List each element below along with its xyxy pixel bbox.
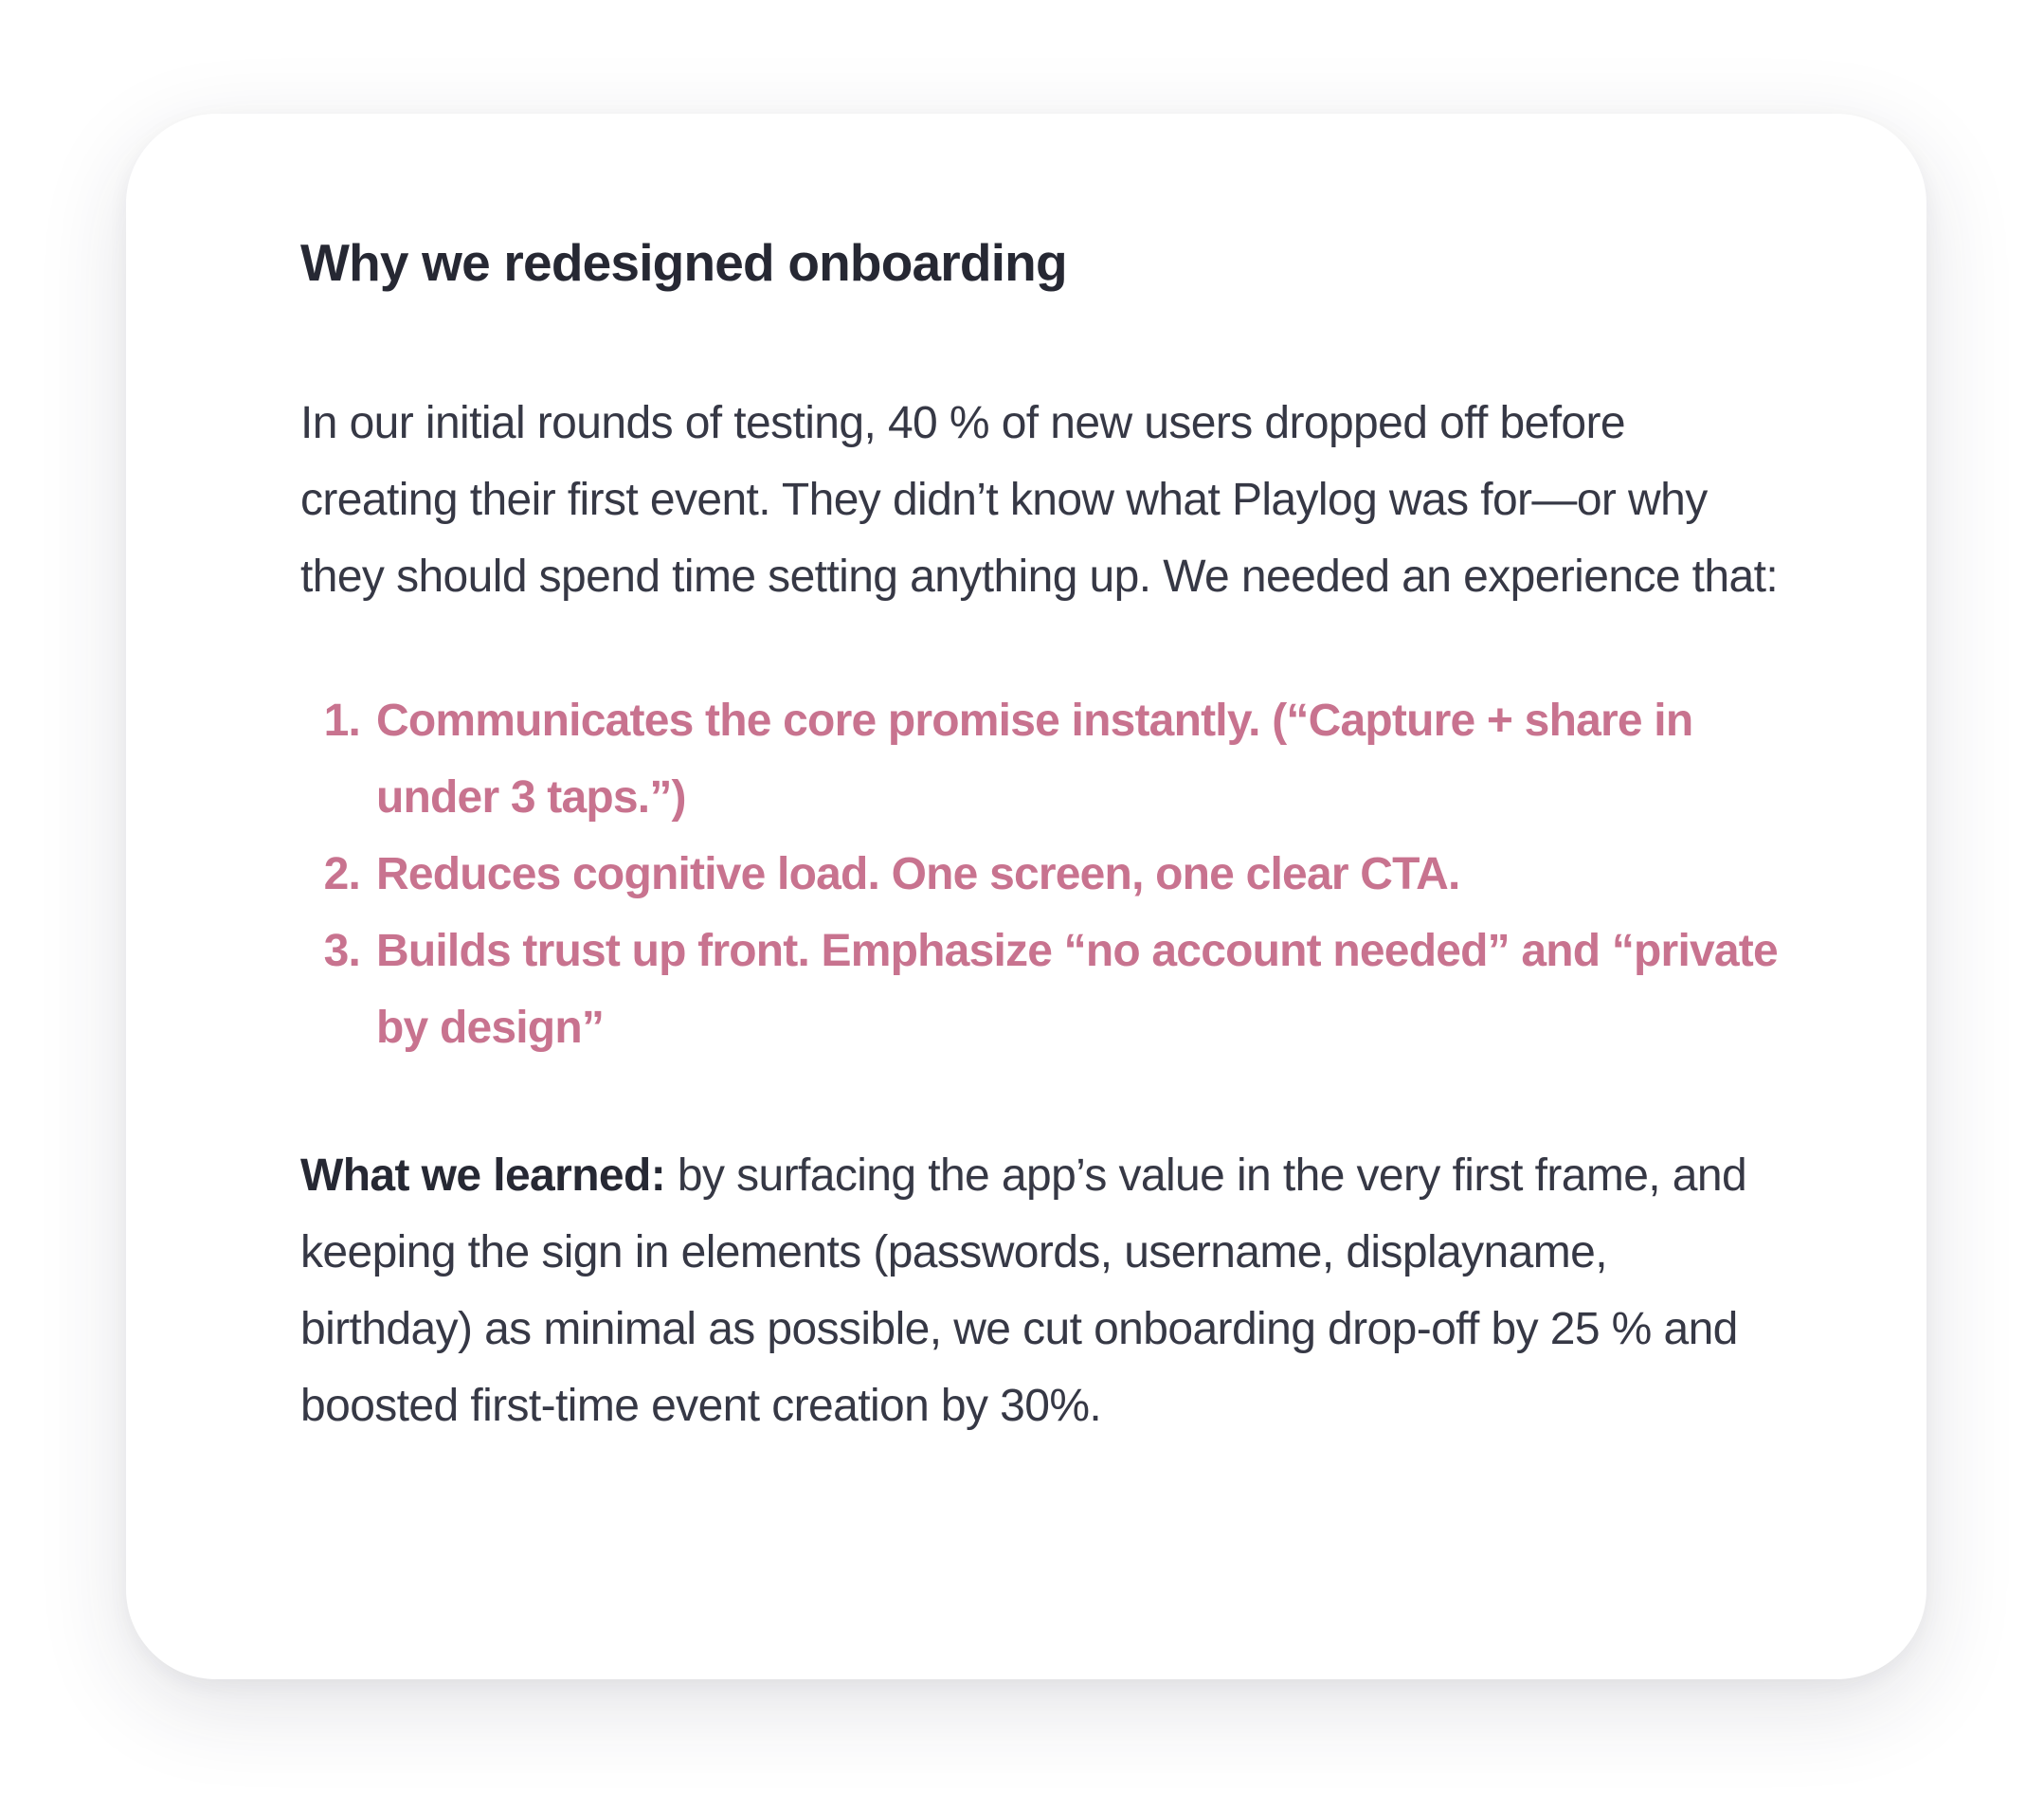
learnings-text: by surfacing the app’s value in the very first frame, and keeping the sign in elements (passwords, username, displayname, birthday) as minimal as possible, we cut onboarding drop-off by 25 % and boosted first-time event creation by 30%. bbox=[300, 1150, 1747, 1431]
article-title: Why we redesigned onboarding bbox=[300, 233, 1067, 292]
goal-text: Communicates the core promise instantly. (“Capture + share in under 3 taps.”) bbox=[376, 696, 1693, 823]
goals-list bbox=[300, 682, 1779, 1066]
goal-item bbox=[300, 913, 1779, 1066]
goal-number: 2. bbox=[323, 849, 360, 899]
learnings-paragraph bbox=[300, 1137, 1779, 1444]
goal-text: Reduces cognitive load. One screen, one clear CTA. bbox=[376, 849, 1460, 899]
intro-paragraph: In our initial rounds of testing, 40 % of new users dropped off before creating their first event. They didn’t know what Playlog was for—or why they should spend time setting anything up. We needed an experience that: bbox=[300, 398, 1779, 602]
goal-text: Builds trust up front. Emphasize “no account needed” and “private by design” bbox=[376, 926, 1778, 1053]
content-card bbox=[126, 114, 1926, 1679]
goal-number: 3. bbox=[323, 926, 360, 976]
article-content bbox=[300, 229, 1779, 1444]
goal-item bbox=[300, 682, 1779, 836]
goal-item bbox=[300, 836, 1779, 913]
learnings-label: What we learned: bbox=[300, 1150, 666, 1201]
goal-number: 1. bbox=[323, 696, 360, 746]
